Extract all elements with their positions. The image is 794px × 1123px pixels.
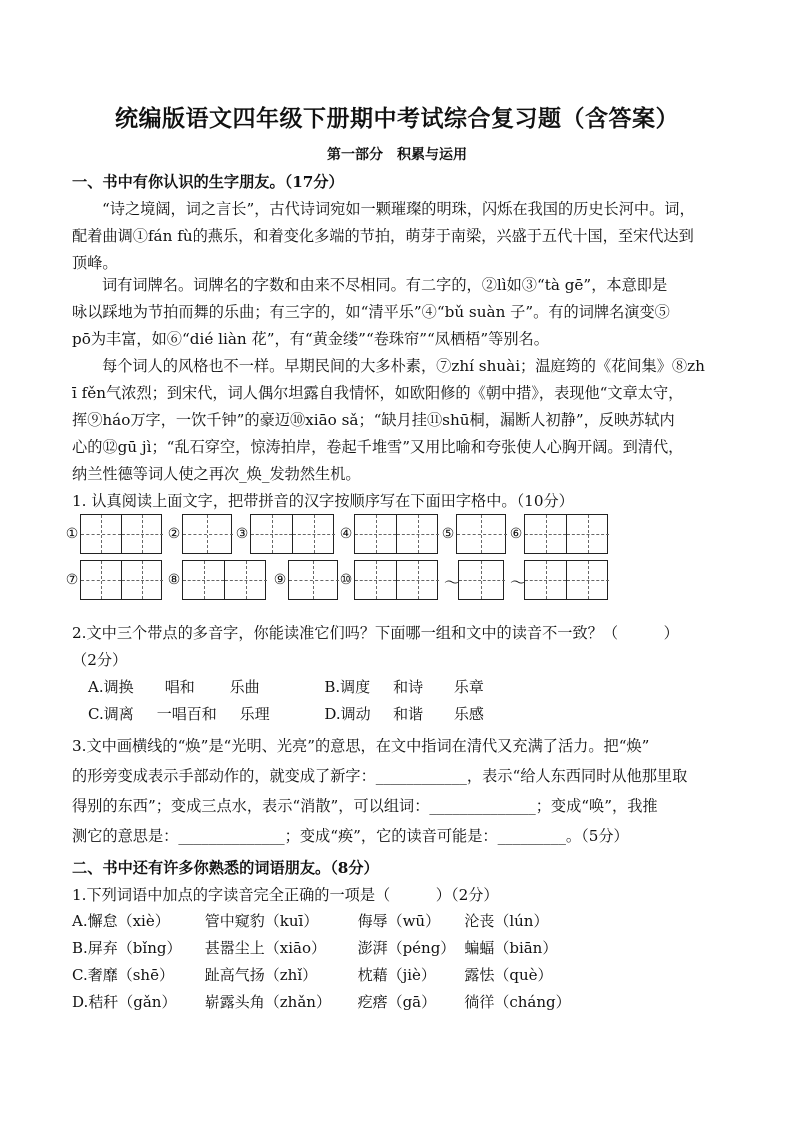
para2-line3: pō为丰富，如⑥“dié liàn 花”，有“黄金缕”“卷珠帘”“凤栖梧”等别名。: [72, 330, 549, 348]
para1-line2: 配着曲调①fán fù的燕乐，和着变化多端的节拍，萌芽于南梁，兴盛于五代十国，至宋代达到: [72, 227, 694, 245]
tianzige-box[interactable]: [250, 514, 334, 554]
grid-label: ⑤: [441, 526, 455, 542]
grid-label: ⑩: [339, 572, 353, 588]
option-text: C.奢靡（shē）: [72, 966, 174, 984]
grid-label: ①: [65, 526, 79, 542]
option-b-word2: 和诗: [393, 678, 424, 696]
tianzige-box[interactable]: [456, 514, 506, 554]
grid-label: ⑧: [167, 572, 181, 588]
q2-options-row-1: [88, 674, 484, 701]
para1-line3: 顶峰。: [72, 254, 118, 272]
s2-option-a[interactable]: [72, 908, 548, 935]
q2-options-row-2: [88, 701, 484, 728]
question-1-3-line2[interactable]: 的形旁变成表示手部动作的，就变成了新字：____________，表示“给人东西同时从他那里取: [72, 767, 688, 785]
option-text: 趾高气扬（zhǐ）: [204, 966, 318, 984]
grid-label: ⑥: [509, 526, 523, 542]
question-1-3-line4[interactable]: 测它的意思是：______________；变成“痪”，它的读音可能是：_________。（5分）: [72, 827, 629, 845]
grid-label: ⑦: [65, 572, 79, 588]
tianzige-row-1: [64, 514, 724, 558]
option-text: D.秸秆（gǎn）: [72, 993, 177, 1011]
option-a-word3: 乐曲: [229, 678, 260, 696]
para3-line5: 纳兰性德等词人使之再次_焕_发勃然生机。: [72, 465, 361, 483]
tianzige-box[interactable]: [458, 560, 504, 600]
tianzige-box[interactable]: [524, 560, 608, 600]
option-d-word3: 乐感: [453, 705, 484, 723]
option-text: 甚嚣尘上（xiāo）: [204, 939, 327, 957]
option-a-word2: 唱和: [164, 678, 195, 696]
para2-line1: 词有词牌名。词牌名的字数和由来不尽相同。有二字的，②lì如③“tà gē”，本意即是: [102, 276, 668, 294]
para3-line4: 心的⑫gū jì；“乱石穿空，惊涛拍岸，卷起千堆雪”又用比喻和夸张使人心胸开阔。到清代，: [72, 438, 684, 456]
option-text: 枕藉（jiè）: [357, 966, 436, 984]
option-text: 疙瘩（gā）: [357, 993, 437, 1011]
option-text: 蝙蝠（biān）: [464, 939, 558, 957]
question-1-2: 2.文中三个带点的多音字，你能读准它们吗？下面哪一组和文中的读音不一致？（ ）: [72, 624, 679, 642]
section-1-heading: 一、书中有你认识的生字朋友。（17分）: [72, 173, 344, 191]
option-text: 沦丧（lún）: [464, 912, 549, 930]
s2-option-c[interactable]: [72, 962, 552, 989]
para3-line3: 挥⑨háo万字，一饮千钟”的豪迈⑩xiāo sǎ；“缺月挂⑪shū桐，漏断人初静”，反映苏轼内: [72, 411, 675, 429]
tianzige-box[interactable]: [80, 560, 162, 600]
tianzige-row-2: [64, 560, 724, 604]
s2-option-d[interactable]: [72, 989, 571, 1016]
option-text: B.屏弃（bǐng）: [72, 939, 182, 957]
option-d-word1[interactable]: D.调动: [324, 705, 371, 723]
option-c-word1[interactable]: C.调离: [88, 705, 134, 723]
tianzige-box[interactable]: [354, 514, 438, 554]
question-1-1: 1. 认真阅读上面文字，把带拼音的汉字按顺序写在下面田字格中。（10分）: [72, 492, 574, 510]
tianzige-box[interactable]: [288, 560, 338, 600]
option-text: 徜徉（cháng）: [464, 993, 571, 1011]
grid-label: ②: [167, 526, 181, 542]
option-text: 管中窥豹（kuī）: [204, 912, 319, 930]
para1-line1: “诗之境阔，词之言长”，古代诗词宛如一颗璀璨的明珠，闪烁在我国的历史长河中。词，: [102, 200, 695, 218]
option-b-word1[interactable]: B.调度: [324, 678, 371, 696]
grid-label: ③: [235, 526, 249, 542]
option-text: 侮辱（wū）: [357, 912, 441, 930]
question-1-3-line3[interactable]: 得别的东西”；变成三点水，表示“消散”，可以组词：______________；变成“唤”，我推: [72, 797, 658, 815]
grid-label: ⑨: [273, 572, 287, 588]
option-d-word2: 和谐: [393, 705, 424, 723]
page-title: 统编版语文四年级下册期中考试综合复习题（含答案）: [115, 105, 679, 132]
option-text: 露怯（què）: [464, 966, 553, 984]
tianzige-box[interactable]: [524, 514, 608, 554]
tianzige-box[interactable]: [354, 560, 438, 600]
part-subtitle: 第一部分 积累与运用: [327, 147, 467, 163]
section-2-heading: 二、书中还有许多你熟悉的词语朋友。（8分）: [72, 859, 379, 877]
question-1-3-line1: 3.文中画横线的“焕”是“光明、光亮”的意思，在文中指词在清代又充满了活力。把“焕”: [72, 737, 650, 755]
question-1-2-score: （2分）: [72, 651, 128, 669]
option-text: 崭露头角（zhǎn）: [204, 993, 331, 1011]
option-b-word3: 乐章: [453, 678, 484, 696]
option-text: 澎湃（péng）: [357, 939, 456, 957]
question-2-1: 1.下列词语中加点的字读音完全正确的一项是（ ）（2分）: [72, 886, 499, 904]
tianzige-box[interactable]: [80, 514, 162, 554]
option-text: A.懈怠（xiè）: [72, 912, 170, 930]
grid-connector: ～: [510, 573, 527, 592]
s2-option-b[interactable]: [72, 935, 557, 962]
tianzige-box[interactable]: [182, 560, 266, 600]
option-a-word1[interactable]: A.调换: [88, 678, 134, 696]
tianzige-box[interactable]: [182, 514, 232, 554]
option-c-word3: 乐理: [239, 705, 270, 723]
para3-line2: ī fěn气浓烈；到宋代，词人偶尔坦露自我情怀，如欧阳修的《朝中措》，表现他“文章太守，: [72, 384, 684, 402]
para3-line1: 每个词人的风格也不一样。早期民间的大多朴素，⑦zhí shuài；温庭筠的《花间集》⑧zh: [102, 357, 705, 375]
para2-line2: 咏以踩地为节拍而舞的乐曲；有三字的，如“清平乐”④“bǔ suàn 子”。有的词牌名演变⑤: [72, 303, 670, 321]
grid-connector: ～: [444, 573, 461, 592]
grid-label: ④: [339, 526, 353, 542]
option-c-word2: 一唱百和: [156, 705, 217, 723]
